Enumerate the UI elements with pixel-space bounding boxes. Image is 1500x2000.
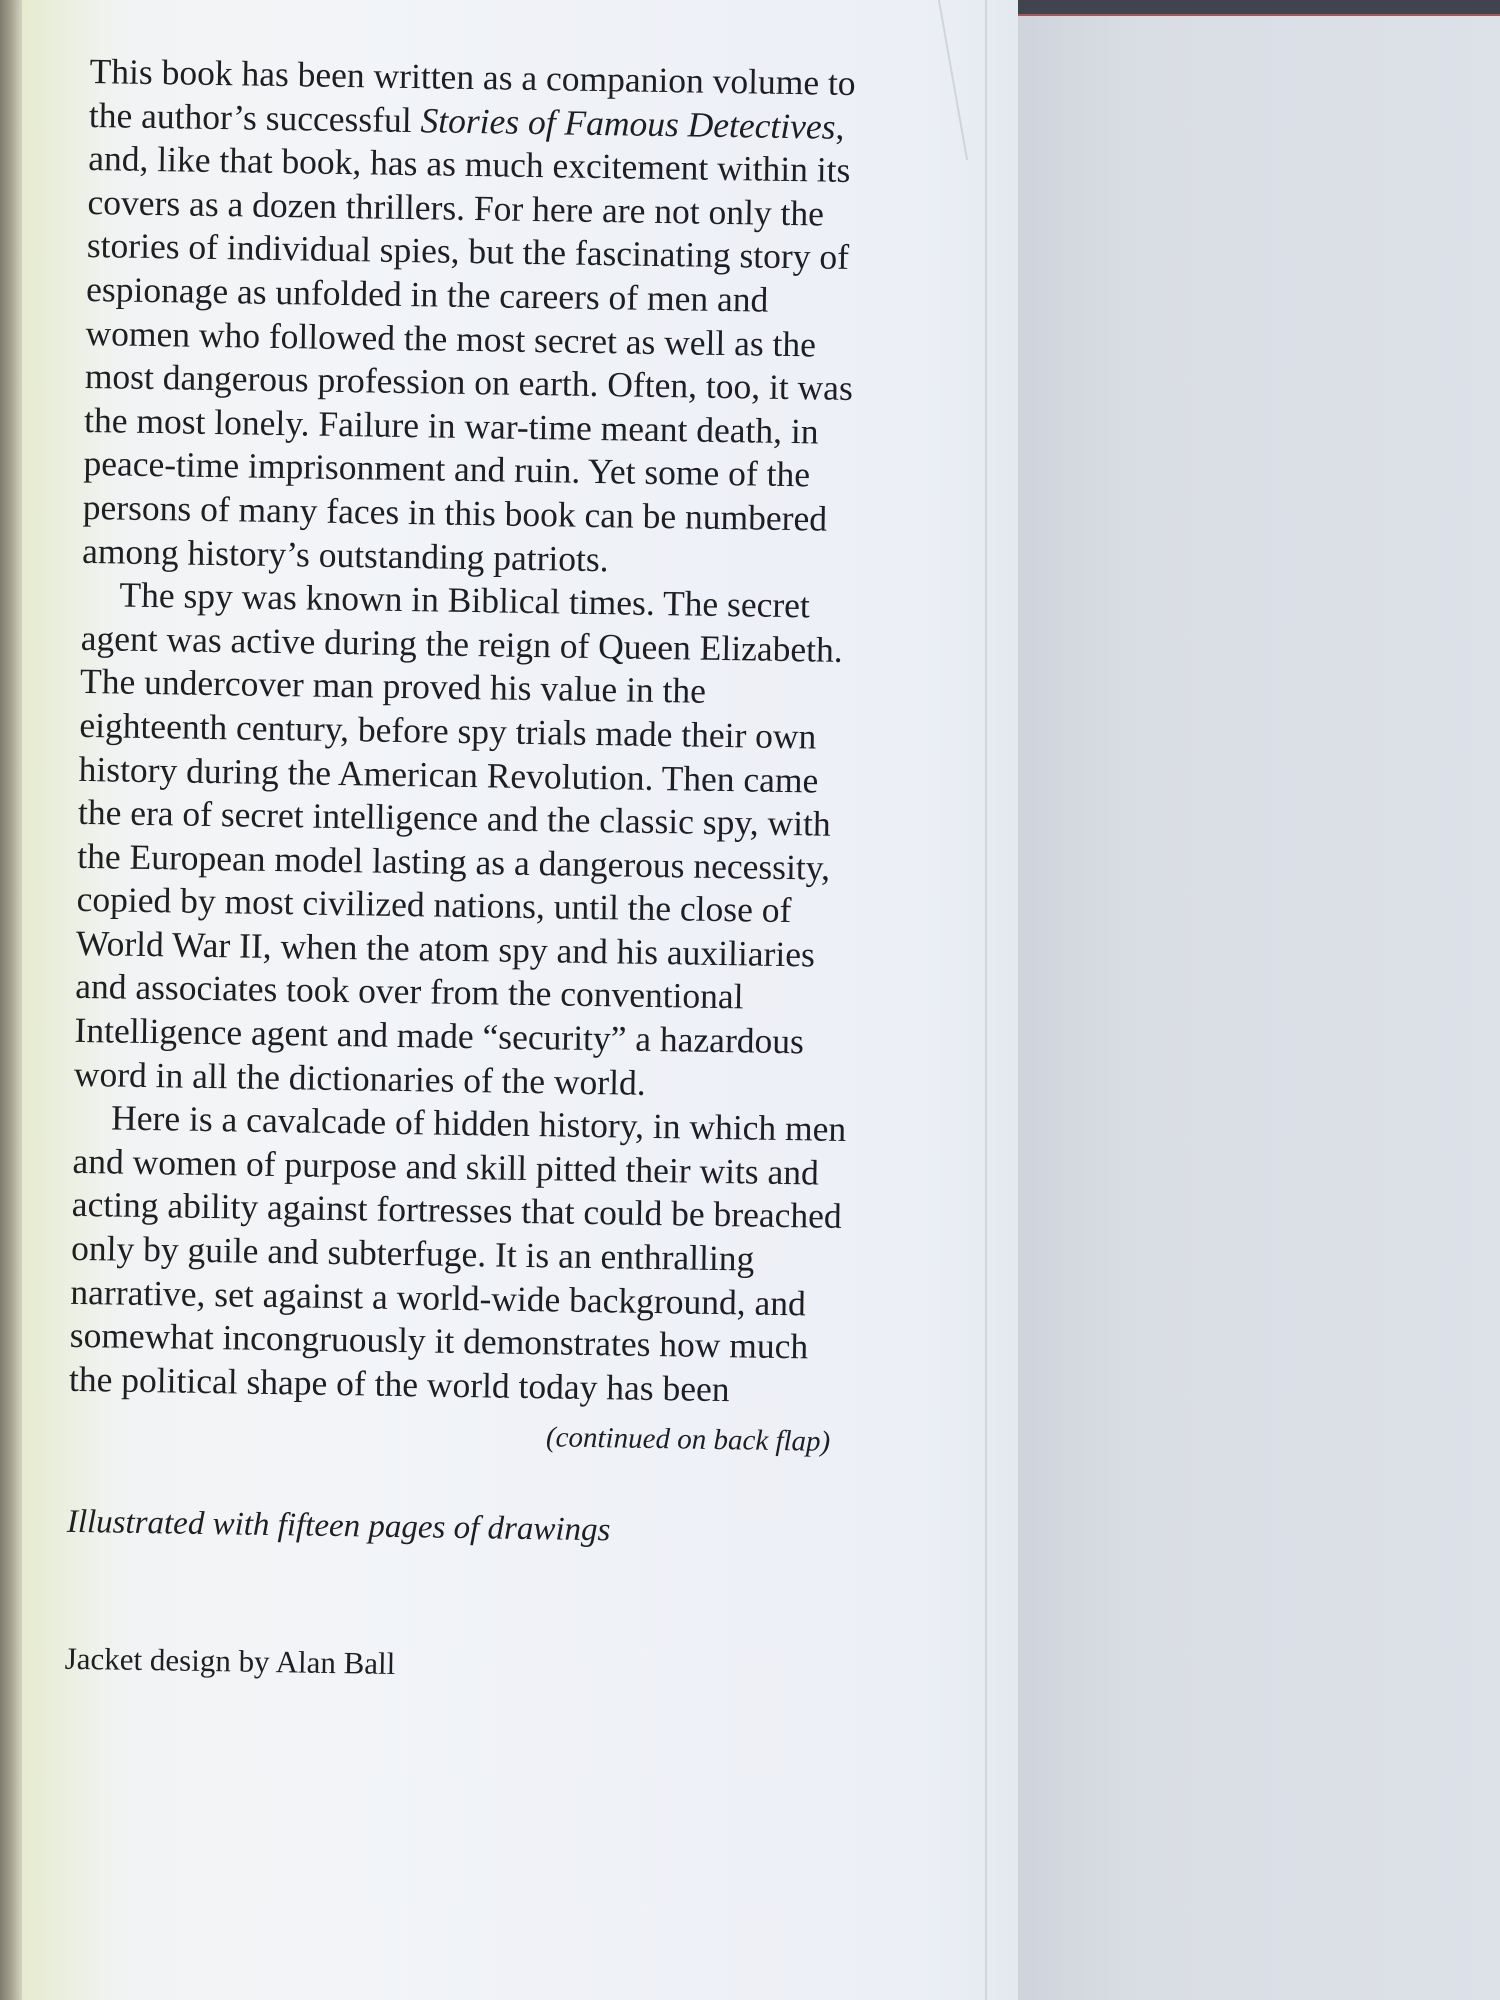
flap-text-block bbox=[64, 50, 870, 1692]
flap-fold-line bbox=[985, 0, 987, 2000]
continued-note: (continued on back flap) bbox=[545, 1421, 831, 1459]
cover-top-edge bbox=[1018, 0, 1500, 16]
illustration-note: Illustrated with fifteen pages of drawings bbox=[66, 1503, 611, 1549]
book-cover-board bbox=[1018, 0, 1500, 2000]
flap-paragraph-2: The spy was known in Biblical times. The secret agent was active during the reign of Queen Elizabeth. The undercover man proved his value in the eighteenth century, before spy trials made their own history during the American Revolution. Then came the era of secret intelligence and the classic spy, with the European model lasting as a dangerous necessity, copied by most civilized nations, until the close of World War II, when the atom spy and his auxiliaries and associates took over from the conventional Intelligence agent and made “security” a hazardous word in all the dictionaries of the world. bbox=[73, 574, 843, 1103]
flap-paragraph-1: This book has been written as a companion volume to the author’s successful Stories of Famous Detectives, and, like that book, has as much excitement within its covers as a dozen thrillers. For here are not only the stories of individual spies, but the fascinating story of espionage as unfolded in the careers of men and women who followed the most secret as well as the most dangerous profession on earth. Often, too, it was the most lonely. Failure in war-time meant death, in peace-time imprisonment and ruin. Yet some of the persons of many faces in this book can be numbered among history’s outstanding patriots. bbox=[81, 50, 856, 579]
jacket-front-flap bbox=[22, 0, 1018, 2000]
jacket-design-credit: Jacket design by Alan Ball bbox=[64, 1640, 396, 1681]
flap-paragraph-3: Here is a cavalcade of hidden history, in which men and women of purpose and skill pitted their wits and acting ability against fortresses that could be breached only by guile and subterfuge. It is an enthralling narrative, set against a world-wide background, and somewhat incongruously it demonstrates how much the political shape of the world today has been bbox=[68, 1097, 847, 1410]
book-title-reference: Stories of Famous Detectives bbox=[420, 99, 836, 147]
book-spine-edge bbox=[0, 0, 22, 2000]
flap-crease bbox=[938, 0, 1028, 160]
